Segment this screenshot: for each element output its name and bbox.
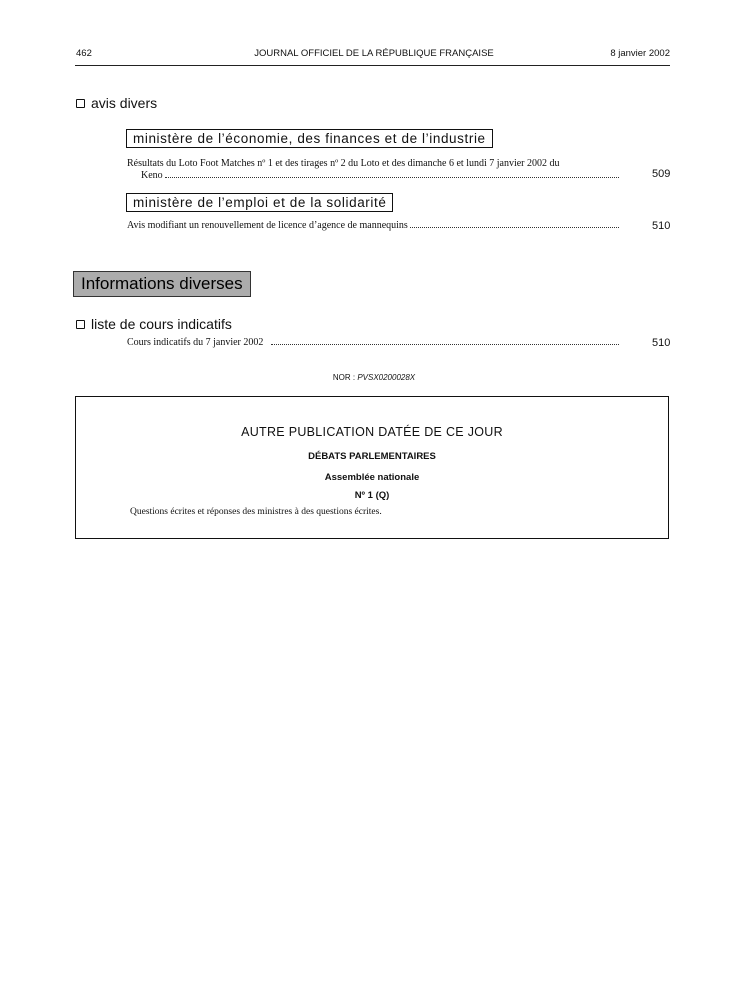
page-ref: 510 [652, 220, 671, 232]
nor-reference [0, 373, 748, 382]
entry-leader-line [127, 220, 621, 231]
publication-number: Nº 1 (Q) [354, 490, 390, 501]
checkbox-square-icon [76, 99, 85, 108]
section-heading: avis divers [91, 95, 158, 111]
other-publication-box [75, 396, 669, 539]
publication-subtitle: DÉBATS PARLEMENTAIRES [308, 451, 436, 462]
publication-chamber: Assemblée nationale [324, 472, 420, 483]
ministry-economy-box: ministère de l’économie, des finances et de l’industrie [126, 129, 493, 148]
page-ref: 509 [652, 168, 671, 180]
entry-line: Cours indicatifs du 7 janvier 2002 [127, 337, 264, 348]
entry-line: Keno [141, 170, 163, 181]
entry-leader-line [127, 170, 621, 181]
checkbox-square-icon [76, 320, 85, 329]
entry-leader-line [127, 337, 621, 348]
publication-title: AUTRE PUBLICATION DATÉE DE CE JOUR [241, 425, 503, 439]
entry-line: Résultats du Loto Foot Matches nº 1 et des tirages nº 2 du Loto et des dimanche 6 et lundi 7 janvier 2002 du [127, 158, 560, 169]
page-number: 462 [76, 48, 92, 59]
entry-cours [127, 337, 621, 348]
nor-label: NOR : [332, 373, 356, 382]
dot-leader [271, 343, 619, 345]
issue-date: 8 janvier 2002 [610, 48, 670, 59]
entry-licence [127, 220, 621, 231]
page-ref: 510 [652, 337, 671, 349]
informations-diverses-band: Informations diverses [73, 271, 251, 297]
section-avis-divers [76, 95, 157, 111]
section-cours-indicatifs [76, 316, 232, 332]
dot-leader [410, 226, 619, 228]
section-heading: liste de cours indicatifs [91, 316, 232, 332]
entry-loto-results [127, 158, 621, 181]
dot-leader [165, 176, 619, 178]
ministry-employment-box: ministère de l’emploi et de la solidarité [126, 193, 393, 212]
entry-line: Avis modifiant un renouvellement de licence d’agence de mannequins [127, 220, 408, 231]
journal-title: JOURNAL OFFICIEL DE LA RÉPUBLIQUE FRANÇAISE [254, 48, 494, 59]
nor-code: PVSX0200028X [357, 373, 416, 382]
header-rule [75, 65, 670, 66]
publication-description: Questions écrites et réponses des ministres à des questions écrites. [130, 507, 382, 517]
